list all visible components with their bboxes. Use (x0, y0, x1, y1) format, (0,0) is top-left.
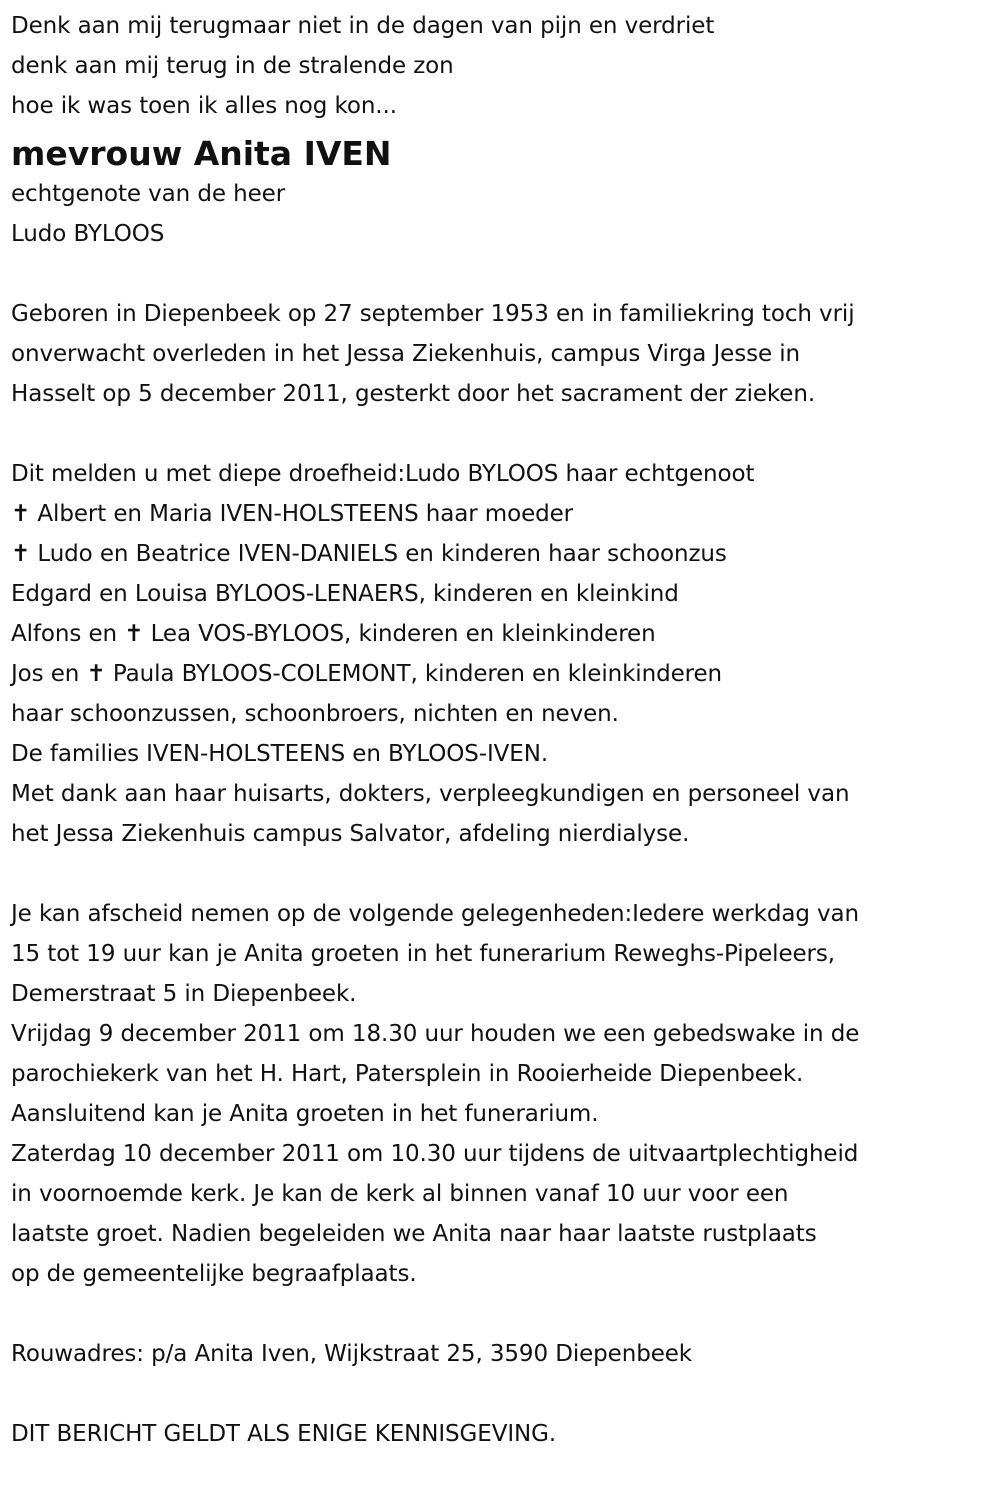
farewell-line: Aansluitend kan je Anita groeten in het funerarium. (11, 1101, 599, 1127)
family-line (11, 494, 996, 534)
spouse-name: Ludo BYLOOS (11, 221, 165, 247)
family-line: Edgard en Louisa BYLOOS-LENAERS, kinderen en kleinkind (11, 581, 679, 607)
family-mother: Albert en Maria IVEN-HOLSTEENS haar moeder (37, 501, 574, 527)
family-line (11, 614, 996, 654)
poem (11, 6, 996, 126)
family-line (11, 654, 996, 694)
family-line-prefix: Alfons en (11, 621, 117, 647)
farewell-line: 15 tot 19 uur kan je Anita groeten in het funerarium Reweghs-Pipeleers, (11, 941, 835, 967)
farewell-line: Zaterdag 10 december 2011 om 10.30 uur tijdens de uitvaartplechtigheid (11, 1141, 859, 1167)
cross-icon: ✝ (11, 501, 31, 527)
poem-line: denk aan mij terug in de stralende zon (11, 53, 454, 79)
family-section (11, 454, 996, 854)
obituary-page (11, 6, 996, 1454)
family-line-suffix: Paula BYLOOS-COLEMONT, kinderen en kleinkinderen (112, 661, 723, 687)
birth-death-paragraph (11, 294, 996, 414)
thanks-line: het Jessa Ziekenhuis campus Salvator, afdeling nierdialyse. (11, 821, 690, 847)
farewell-line: in voornoemde kerk. Je kan de kerk al binnen vanaf 10 uur voor een (11, 1181, 789, 1207)
family-line-prefix: Jos en (11, 661, 80, 687)
farewell-section (11, 894, 996, 1294)
farewell-line: Vrijdag 9 december 2011 om 18.30 uur houden we een gebedswake in de (11, 1021, 860, 1047)
farewell-line: laatste groet. Nadien begeleiden we Anita naar haar laatste rustplaats (11, 1221, 817, 1247)
farewell-line: op de gemeentelijke begraafplaats. (11, 1261, 417, 1287)
relation-text: echtgenote van de heer (11, 181, 286, 207)
family-line-suffix: Lea VOS-BYLOOS, kinderen en kleinkinderen (150, 621, 656, 647)
farewell-line: Je kan afscheid nemen op de volgende gelegenheden:Iedere werkdag van (11, 901, 860, 927)
birth-death-line: Geboren in Diepenbeek op 27 september 1953 en in familiekring toch vrij (11, 301, 855, 327)
family-line: De families IVEN-HOLSTEENS en BYLOOS-IVEN. (11, 741, 549, 767)
mourning-address: Rouwadres: p/a Anita Iven, Wijkstraat 25, 3590 Diepenbeek (11, 1341, 693, 1367)
family-intro: Dit melden u met diepe droefheid:Ludo BYLOOS haar echtgenoot (11, 461, 755, 487)
family-line (11, 534, 996, 574)
farewell-line: parochiekerk van het H. Hart, Patersplein in Rooierheide Diepenbeek. (11, 1061, 804, 1087)
family-line: haar schoonzussen, schoonbroers, nichten en neven. (11, 701, 619, 727)
birth-death-line: onverwacht overleden in het Jessa Ziekenhuis, campus Virga Jesse in (11, 341, 801, 367)
farewell-line: Demerstraat 5 in Diepenbeek. (11, 981, 357, 1007)
poem-line: hoe ik was toen ik alles nog kon... (11, 93, 397, 119)
deceased-name: mevrouw Anita IVEN (11, 134, 392, 173)
birth-death-line: Hasselt op 5 december 2011, gesterkt door het sacrament der zieken. (11, 381, 816, 407)
poem-line: Denk aan mij terugmaar niet in de dagen van pijn en verdriet (11, 13, 715, 39)
cross-icon: ✝ (124, 621, 144, 647)
family-sister-in-law: Ludo en Beatrice IVEN-DANIELS en kinderen haar schoonzus (37, 541, 727, 567)
cross-icon: ✝ (11, 541, 31, 567)
thanks-line: Met dank aan haar huisarts, dokters, verpleegkundigen en personeel van (11, 781, 850, 807)
cross-icon: ✝ (86, 661, 106, 687)
official-notice: DIT BERICHT GELDT ALS ENIGE KENNISGEVING. (11, 1421, 557, 1447)
